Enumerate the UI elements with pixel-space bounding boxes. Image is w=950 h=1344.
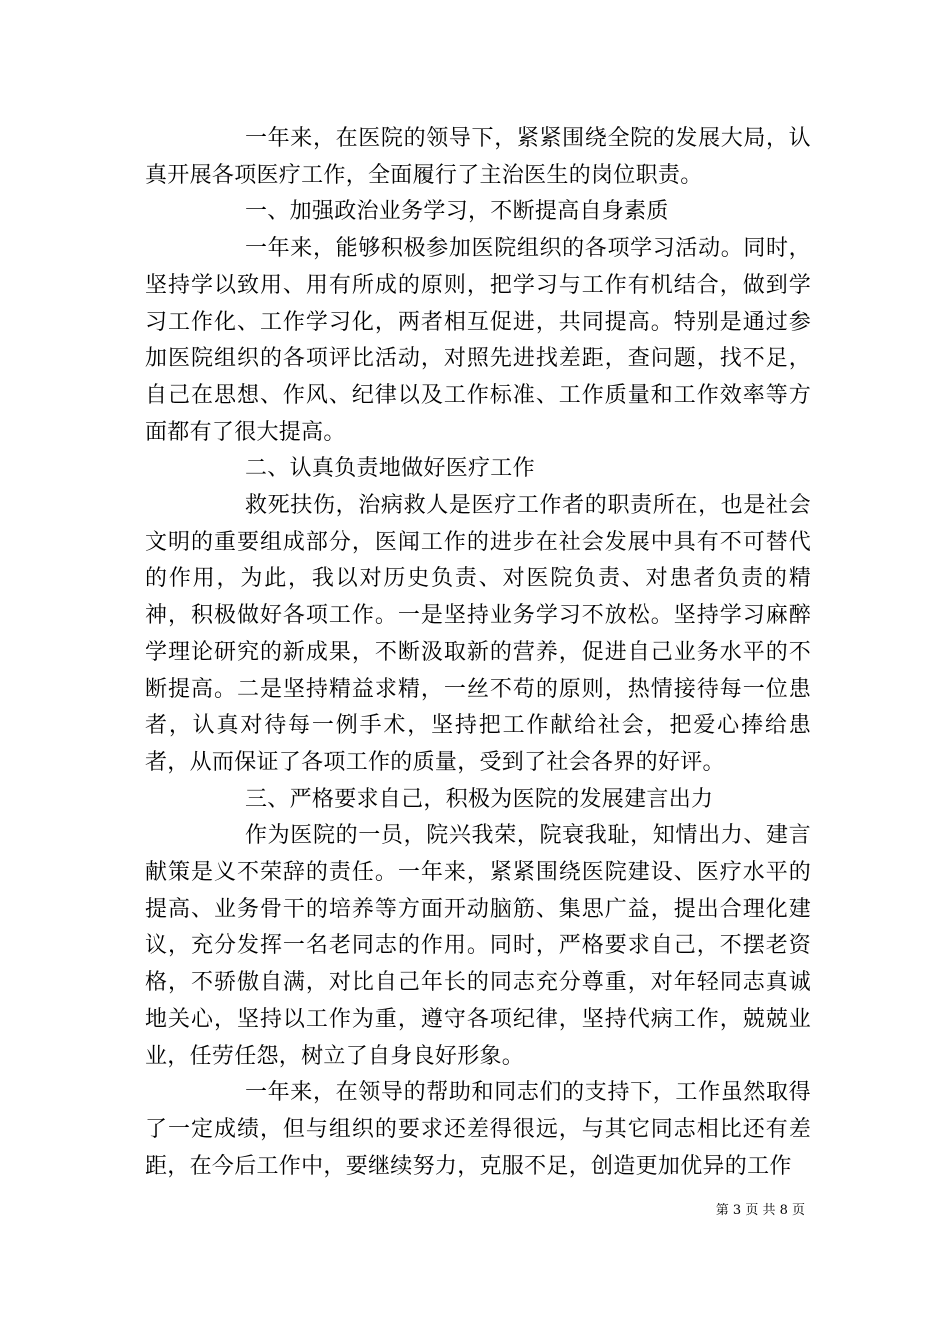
- section-2-heading: 二、认真负责地做好医疗工作: [245, 456, 535, 482]
- section-3-paragraph: 作为医院的一员，院兴我荣，院衰我耻，知情出力、建言献策是义不荣辞的责任。一年来，紧紧围绕医院建设、医疗水平的提高、业务骨干的培养等方面开动脑筋、集思广益，提出合理化建议，充分发挥一名老同志的作用。同时，严格要求自己，不摆老资格，不骄傲自满，对比自己年长的同志充分尊重，对年轻同志真诚地关心，坚持以工作为重，遵守各项纪律，坚持代病工作，兢兢业业，任劳任怨，树立了自身良好形象。: [145, 823, 811, 1069]
- page-number-footer: 第 3 页 共 8 页: [715, 1203, 805, 1218]
- intro-paragraph: 一年来，在医院的领导下，紧紧围绕全院的发展大局，认真开展各项医疗工作，全面履行了主治医生的岗位职责。: [145, 126, 811, 188]
- section-3-heading: 三、严格要求自己，积极为医院的发展建言出力: [245, 786, 714, 812]
- section-1-heading: 一、加强政治业务学习，不断提高自身素质: [245, 199, 669, 225]
- document-body: [145, 121, 811, 1185]
- section-1-paragraph: 一年来，能够积极参加医院组织的各项学习活动。同时，坚持学以致用、用有所成的原则，把学习与工作有机结合，做到学习工作化、工作学习化，两者相互促进，共同提高。特别是通过参加医院组织的各项评比活动，对照先进找差距，查问题，找不足，自己在思想、作风、纪律以及工作标准、工作质量和工作效率等方面都有了很大提高。: [145, 236, 811, 445]
- section-2-paragraph: 救死扶伤，治病救人是医疗工作者的职责所在，也是社会文明的重要组成部分，医闻工作的进步在社会发展中具有不可替代的作用，为此，我以对历史负责、对医院负责、对患者负责的精神，积极做好各项工作。一是坚持业务学习不放松。坚持学习麻醉学理论研究的新成果，不断汲取新的营养，促进自己业务水平的不断提高。二是坚持精益求精，一丝不苟的原则，热情接待每一位患者，认真对待每一例手术，坚持把工作献给社会，把爱心捧给患者，从而保证了各项工作的质量，受到了社会各界的好评。: [145, 493, 811, 775]
- conclusion-paragraph: 一年来，在领导的帮助和同志们的支持下，工作虽然取得了一定成绩，但与组织的要求还差得很远，与其它同志相比还有差距，在今后工作中，要继续努力，克服不足，创造更加优异的工作: [145, 1080, 811, 1179]
